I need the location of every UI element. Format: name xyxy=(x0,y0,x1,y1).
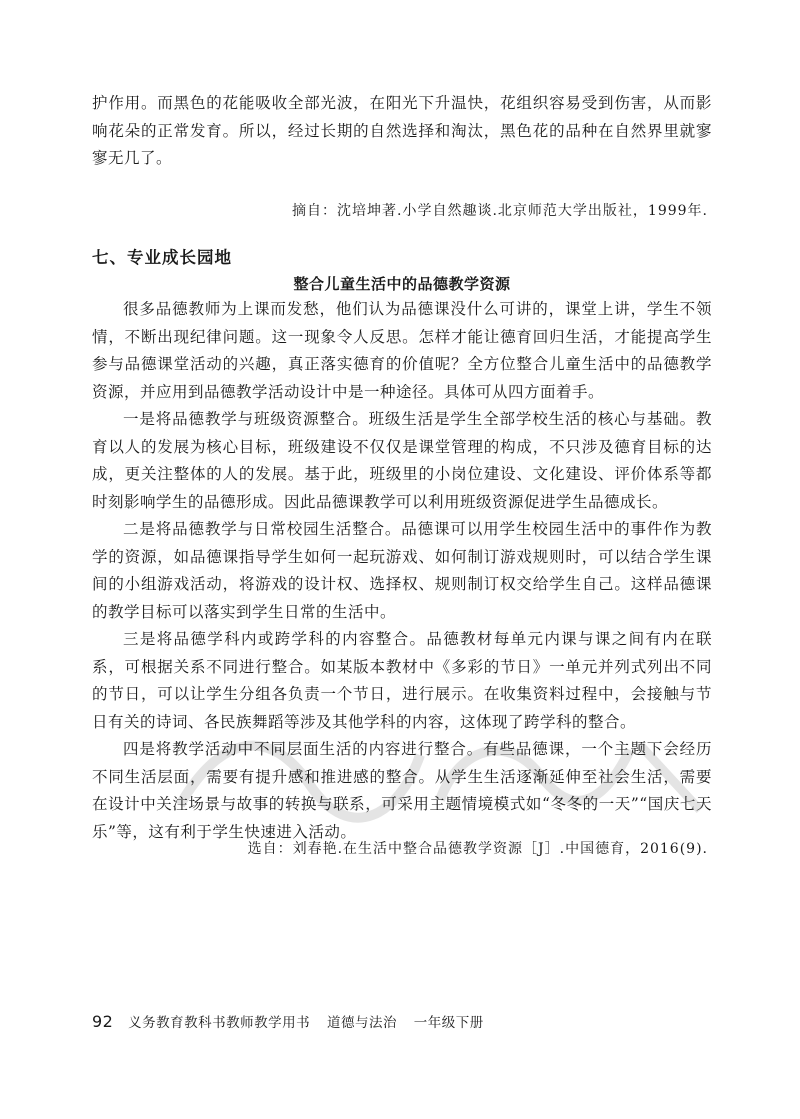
article-title: 整合儿童生活中的品德教学资源 xyxy=(293,275,511,293)
subject-label: 道德与法治 xyxy=(326,1015,397,1031)
article-paragraph: 很多品德教师为上课而发愁，他们认为品德课没什么可讲的，课堂上讲，学生不领情，不断出现纪律问题。这一现象令人反思。怎样才能让德育回归生活，才能提高学生参与品德课堂活动的兴趣，真正落实德育的价值呢？全方位整合儿童生活中的品德教学资源，并应用到品德教学活动设计中是一种途径。具体可从四方面着手。 xyxy=(92,300,712,401)
section-heading: 七、专业成长园地 xyxy=(92,248,232,267)
article-paragraph: 四是将教学活动中不同层面生活的内容进行整合。有些品德课，一个主题下会经历不同生活层面，需要有提升感和推进感的整合。从学生生活逐渐延伸至社会生活，需要在设计中关注场景与故事的转换与联系，可采用主题情境模式如“冬冬的一天”“国庆七天乐”等，这有利于学生快速进入活动。 xyxy=(92,740,712,841)
page-footer xyxy=(92,1011,484,1031)
intro-source-citation: 摘自：沈培坤著.小学自然趣谈.北京师范大学出版社，1999年. xyxy=(292,203,708,219)
grade-label: 一年级下册 xyxy=(413,1015,484,1031)
article-paragraph: 三是将品德学科内或跨学科的内容整合。品德教材每单元内课与课之间有内在联系，可根据关系不同进行整合。如某版本教材中《多彩的节日》一单元并列式列出不同的节日，可以让学生分组各负责一个节日，进行展示。在收集资料过程中，会接触与节日有关的诗词、各民族舞蹈等涉及其他学科的内容，这体现了跨学科的整合。 xyxy=(92,630,712,731)
intro-block xyxy=(92,90,712,173)
article-source-citation: 选自：刘春艳.在生活中整合品德教学资源［J］.中国德育，2016(9). xyxy=(247,841,708,857)
page-number: 92 xyxy=(92,1012,114,1031)
article-paragraph: 一是将品德教学与班级资源整合。班级生活是学生全部学校生活的核心与基础。教育以人的发展为核心目标，班级建设不仅仅是课堂管理的构成，不只涉及德育目标的达成，更关注整体的人的发展。基于此，班级里的小岗位建设、文化建设、评价体系等都时刻影响学生的品德形成。因此品德课教学可以利用班级资源促进学生品德成长。 xyxy=(92,410,712,511)
article-body xyxy=(92,296,712,846)
book-title: 义务教育教科书教师教学用书 xyxy=(128,1015,311,1031)
intro-paragraph: 护作用。而黑色的花能吸收全部光波，在阳光下升温快，花组织容易受到伤害，从而影响花朵的正常发育。所以，经过长期的自然选择和淘汰，黑色花的品种在自然界里就寥寥无几了。 xyxy=(92,94,712,167)
article-paragraph: 二是将品德教学与日常校园生活整合。品德课可以用学生校园生活中的事件作为教学的资源，如品德课指导学生如何一起玩游戏、如何制订游戏规则时，可以结合学生课间的小组游戏活动，将游戏的设计权、选择权、规则制订权交给学生自己。这样品德课的教学目标可以落实到学生日常的生活中。 xyxy=(92,520,712,621)
